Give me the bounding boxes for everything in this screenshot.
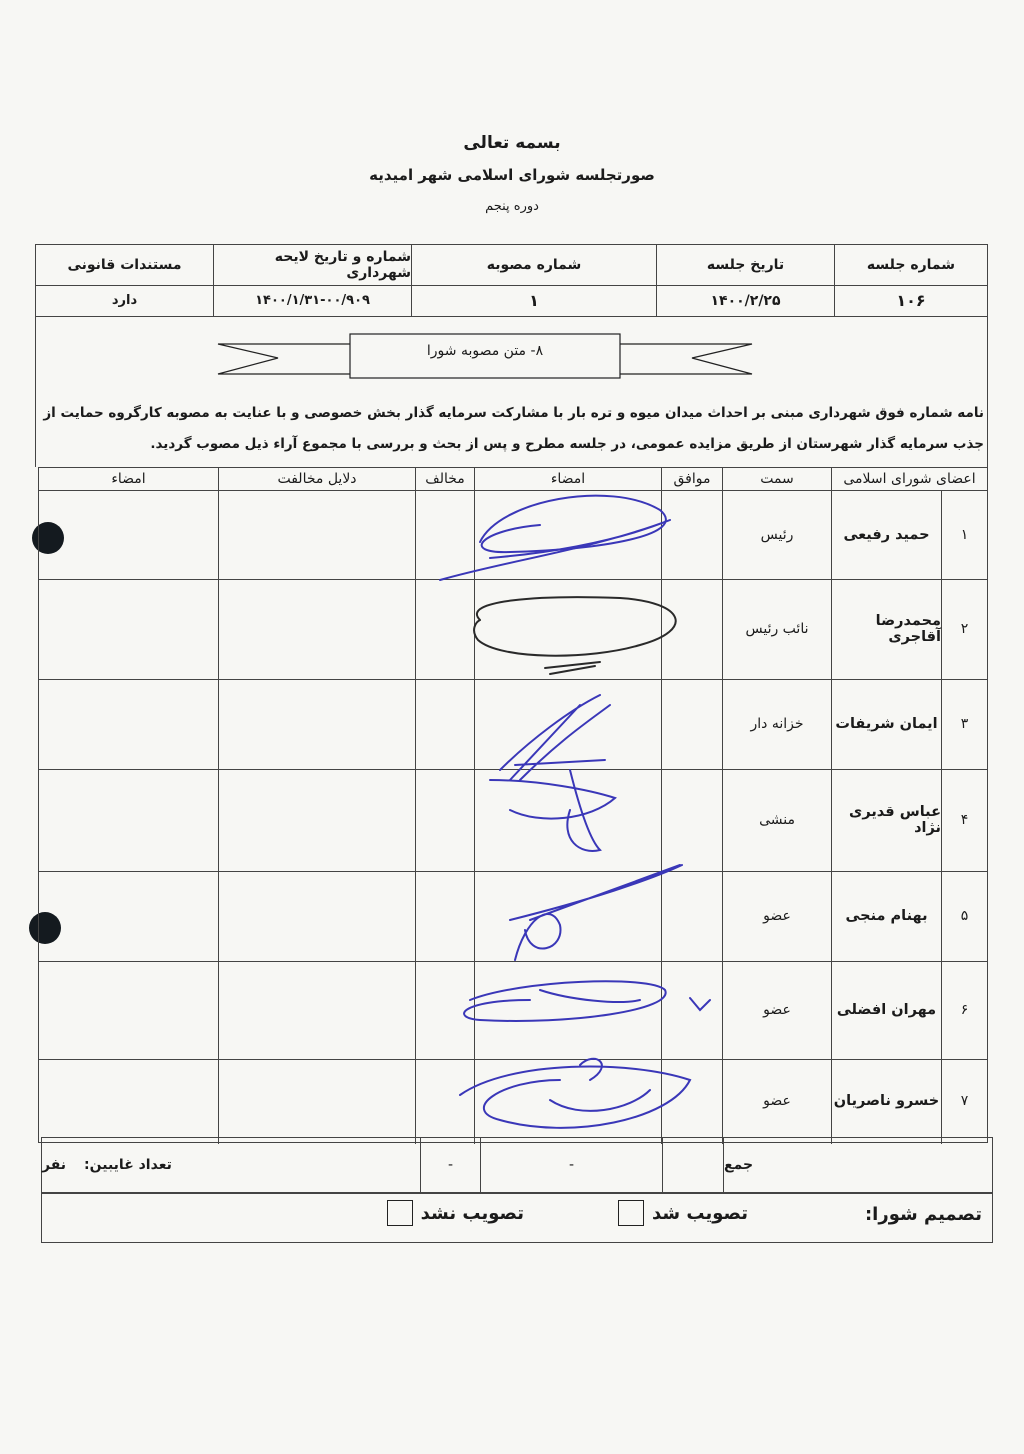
signatures-layer — [420, 480, 720, 1160]
absent-unit: نفر — [42, 1157, 67, 1173]
header-session-date: تاریخ جلسه — [706, 257, 785, 273]
legal-basis-value: دارد — [111, 293, 138, 308]
absent-label: تعداد غایبین: — [84, 1157, 172, 1173]
member-position: عضو — [763, 1092, 791, 1109]
resolution-text-line-1: نامه شماره فوق شهرداری مبنی بر احداث میدان میوه و تره بار با مشارکت سرمایه گذار بخش خصوصی و با عنایت به مصوبه کارگروه حمایت از — [43, 405, 984, 421]
resolution-text-line-2: جذب سرمایه گذار شهرستان از طریق مزایده عمومی، در جلسه مطرح و پس از بحث و بررسی با مجموع آراء ذیل مصوب گردید. — [150, 436, 984, 452]
decision-row — [41, 1193, 993, 1243]
rejected-label: تصویب نشد — [420, 1202, 524, 1224]
member-name: عباس قدیری نژاد — [849, 804, 941, 836]
member-name: خسرو ناصریان — [833, 1092, 940, 1109]
member-name: بهنام منجی — [845, 908, 928, 924]
member-position: رئیس — [760, 526, 794, 543]
col-agree: موافق — [673, 471, 711, 487]
member-number: ۳ — [960, 716, 969, 732]
member-position: خزانه دار — [750, 716, 804, 732]
member-number: ۵ — [960, 908, 969, 924]
rejected-checkbox[interactable] — [387, 1200, 413, 1226]
total-agree-dash: - — [568, 1157, 575, 1173]
session-number-value: ۱۰۶ — [896, 291, 926, 310]
absent-count — [42, 1138, 420, 1192]
member-number: ۷ — [960, 1092, 969, 1109]
session-date-value: ۱۴۰۰/۲/۲۵ — [710, 292, 781, 309]
col-signature: امضاء — [550, 471, 586, 487]
member-number: ۴ — [960, 812, 969, 828]
member-name: مهران افضلی — [836, 1002, 937, 1018]
total-row — [41, 1137, 993, 1193]
header-resolution-number: شماره مصوبه — [486, 257, 582, 273]
approved-checkbox[interactable] — [618, 1200, 644, 1226]
col-reasons: دلایل مخالفت — [277, 471, 357, 487]
decision-approved — [618, 1200, 748, 1226]
member-number: ۶ — [960, 1002, 969, 1018]
col-disagree: مخالف — [425, 471, 465, 487]
header-legal-basis: مستندات قانونی — [67, 257, 182, 273]
col-signature-2: امضاء — [111, 471, 146, 487]
member-position: نائب رئیس — [745, 621, 809, 637]
member-number: ۱ — [960, 526, 969, 543]
col-members: اعضای شورای اسلامی — [843, 471, 976, 487]
member-position: عضو — [763, 908, 791, 924]
header-line-3: دوره پنجم — [485, 199, 539, 214]
decision-label: تصمیم شورا: — [864, 1204, 982, 1225]
header-session-number: شماره جلسه — [866, 257, 956, 273]
member-number: ۲ — [960, 621, 969, 637]
approved-label: تصویب شد — [652, 1202, 748, 1224]
member-position: منشی — [759, 812, 795, 828]
meta-table — [35, 244, 988, 317]
total-disagree-dash: - — [447, 1157, 454, 1173]
resolution-number-value: ۱ — [529, 291, 539, 310]
member-name: ایمان شریفات — [835, 716, 938, 732]
header-line-1: بسمه تعالی — [463, 133, 561, 153]
resolution-section-title: ۸- متن مصوبه شورا — [426, 343, 544, 359]
header-bill: شماره و تاریخ لایحه شهرداری — [274, 249, 411, 281]
member-position: عضو — [763, 1002, 791, 1018]
col-position: سمت — [760, 471, 794, 487]
bill-value: ۱۴۰۰/۱/۳۱-۰۰/۹۰۹ — [255, 293, 370, 308]
header-line-2: صورتجلسه شورای اسلامی شهر امیدیه — [369, 166, 655, 184]
member-name: محمدرضا آقاجری — [875, 613, 941, 645]
member-name: حمید رفیعی — [843, 526, 930, 543]
decision-rejected — [387, 1200, 524, 1226]
total-label: جمع — [724, 1157, 754, 1173]
